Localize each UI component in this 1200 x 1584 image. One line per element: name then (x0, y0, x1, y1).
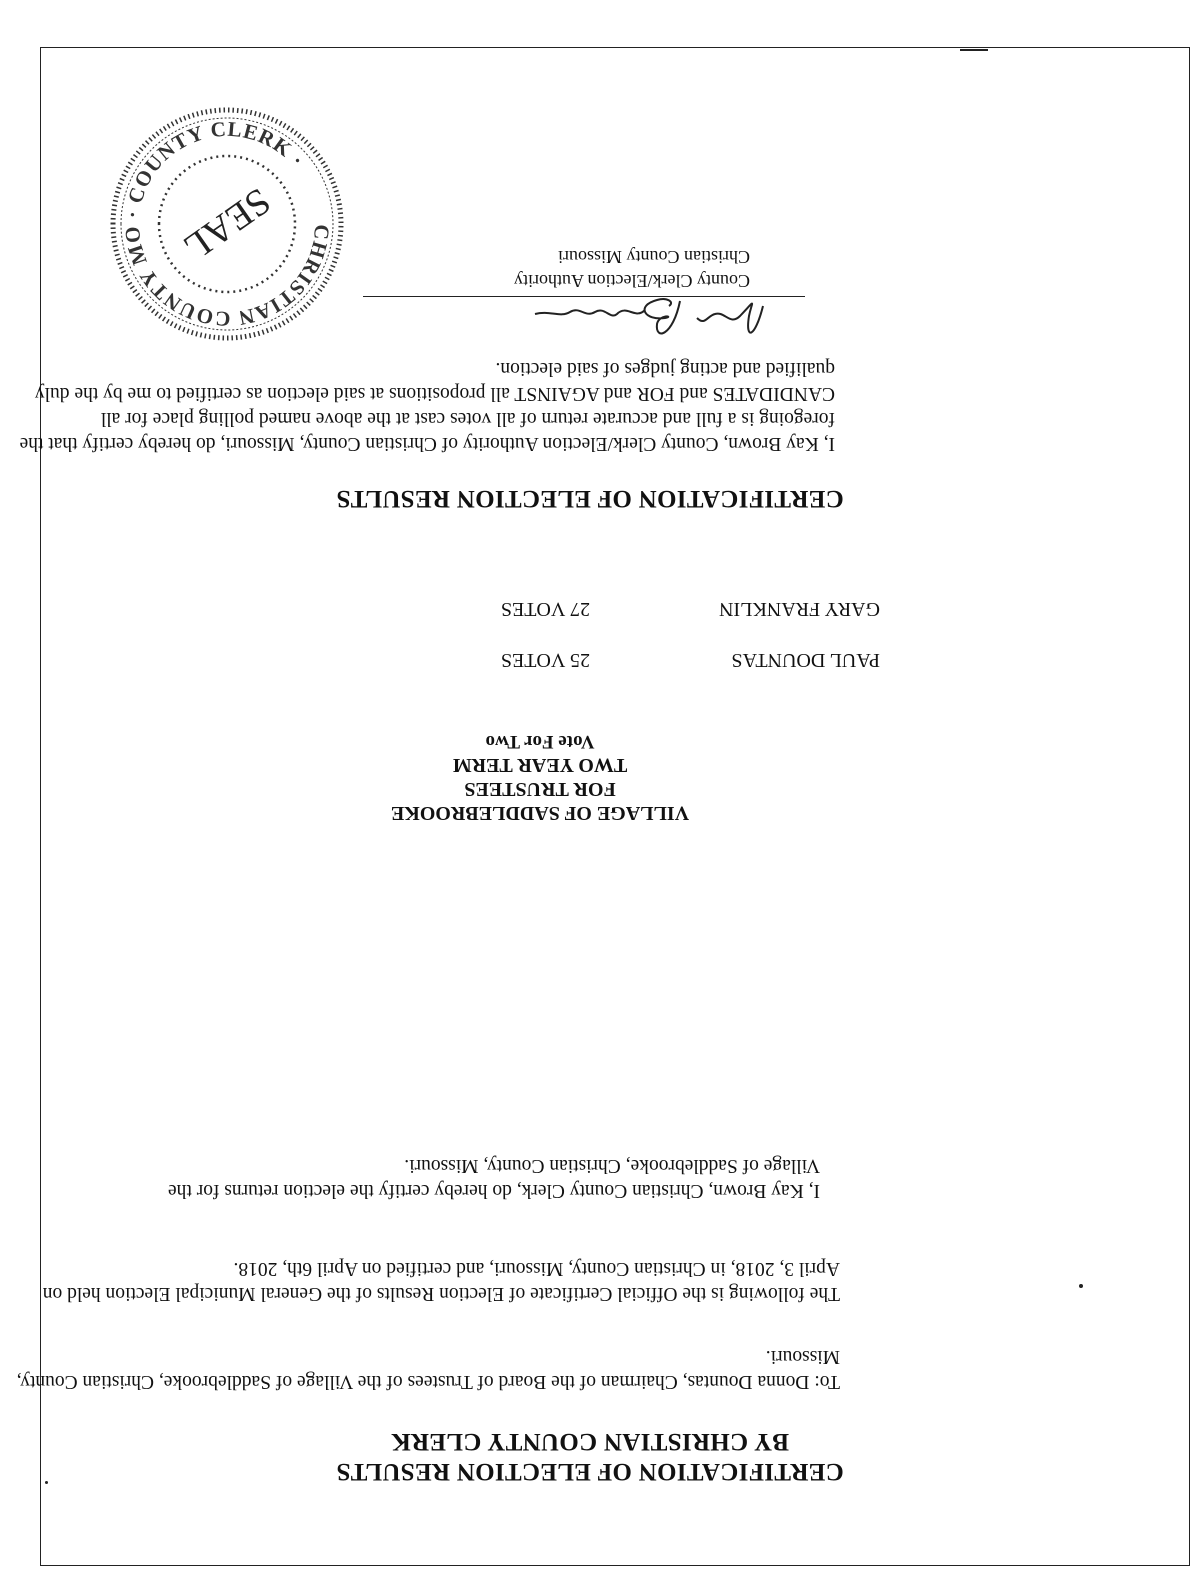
candidate-name: PAUL DOUNTAS (731, 649, 880, 671)
signature-line (363, 296, 805, 297)
signature-image (485, 291, 785, 346)
addressee-paragraph: To: Donna Dountas, Chairman of the Board of Trustees of the Village of Saddlebrooke, Christian County, Missouri. (16, 1346, 840, 1392)
signer-title: County Clerk/Election Authority (514, 271, 750, 291)
certify-returns-paragraph: I, Kay Brown, Christian County Clerk, do hereby certify the election returns for the Village of Saddlebrooke, Christian County, Missouri. (168, 1155, 820, 1201)
candidate-votes: 25 VOTES (500, 649, 590, 671)
header-title: CERTIFICATION OF ELECTION RESULTS (336, 1458, 844, 1485)
race-jurisdiction: VILLAGE OF SADDLEBROOKE (390, 802, 690, 824)
intro-paragraph: The following is the Official Certificate of Election Results of the General Municipal Election held on April 3, 2018, in Christian County, Missouri, and certified on April 6th, 2018. (42, 1258, 840, 1304)
header-subtitle: BY CHRISTIAN COUNTY CLERK (390, 1428, 790, 1455)
signer-county: Christian County Missouri (557, 247, 750, 267)
svg-text:CHRISTIAN COUNTY MO · COUNTY C: CHRISTIAN COUNTY MO · COUNTY CLERK · (119, 116, 335, 332)
county-seal (107, 104, 347, 344)
document-header (310, 1426, 870, 1486)
seal-center-text: SEAL (176, 179, 278, 269)
race-instruction: Vote For Two (485, 731, 595, 752)
race-heading (340, 729, 740, 825)
candidate-name: GARY FRANKLIN (719, 598, 880, 620)
certification-title: CERTIFICATION OF ELECTION RESULTS (336, 485, 844, 512)
candidate-votes: 27 VOTES (500, 598, 590, 620)
scan-artifact (960, 49, 988, 51)
scan-artifact (1079, 1284, 1083, 1288)
race-term: TWO YEAR TERM (452, 754, 628, 776)
scan-artifact (45, 1481, 48, 1484)
race-office: FOR TRUSTEES (464, 778, 616, 800)
certification-paragraph: I, Kay Brown, County Clerk/Election Authority of Christian County, Missouri, do hereby certify that the foregoing is a full and accurate return of all votes cast at the above named polling place for all CANDIDATES and FOR and AGAINST all propositions at said election as certified to me by the duly qualified and acting judges of said election. (19, 358, 835, 454)
